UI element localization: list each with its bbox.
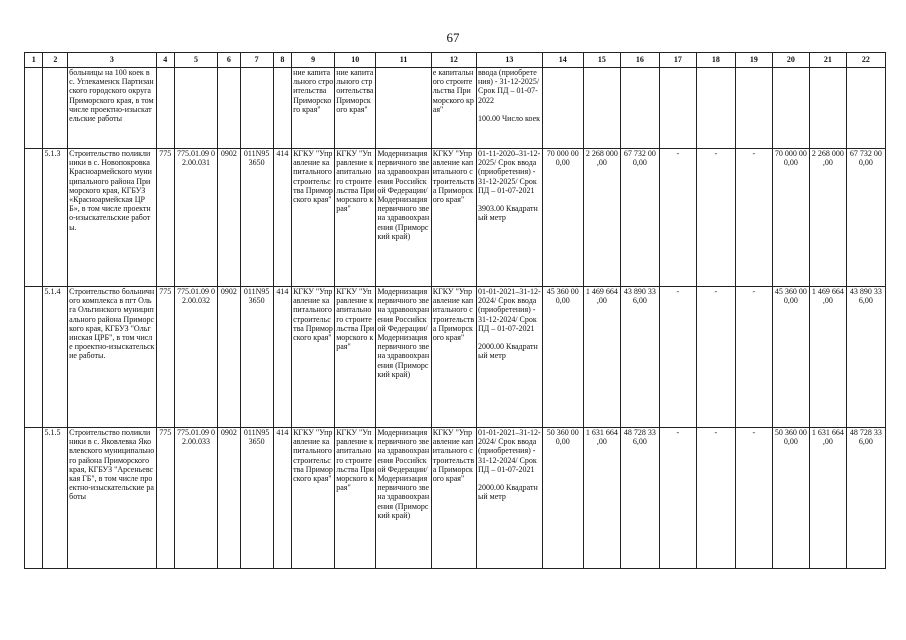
table-cell <box>772 68 809 149</box>
table-cell <box>659 68 696 149</box>
table-cell: 775.01.09 02.00.031 <box>174 149 217 287</box>
table-cell: - <box>659 149 696 287</box>
table-cell: - <box>659 287 696 428</box>
table-cell: - <box>735 149 772 287</box>
table-cell: КГКУ "Управление капитального строительства Приморского края" <box>335 428 376 569</box>
table-cell: 48 728 33 6,00 <box>846 428 885 569</box>
table-cell: Строительство поликлиники в с. Новопокровка Красноармейского муниципального района Приморского края, КГБУЗ «Красноармейская ЦРБ», в том числе проектно-изыскательские работы. <box>68 149 156 287</box>
table-cell <box>156 68 174 149</box>
table-cell: 1 469 664 ,00 <box>583 287 620 428</box>
table-cell: КГКУ "Управление капитального строительства Приморского края" <box>431 149 476 287</box>
column-header: 21 <box>809 53 846 68</box>
table-cell: Модернизация первичного звена здравоохранения Российской Федерации/Модернизация первичного звена здравоохранения (Приморский край) <box>376 428 431 569</box>
column-header: 10 <box>335 53 376 68</box>
table-cell: 01-01-2021–31-12-2024/ Срок ввода (приобретения) - 31-12-2024/ Срок ПД – 01-07-2021 2000.00 Квадратный метр <box>476 287 542 428</box>
column-header: 12 <box>431 53 476 68</box>
column-header: 13 <box>476 53 542 68</box>
table-cell <box>218 68 241 149</box>
data-table <box>24 52 886 569</box>
table-cell: 70 000 00 0,00 <box>542 149 583 287</box>
table-cell: 775.01.09 02.00.033 <box>174 428 217 569</box>
column-header: 16 <box>620 53 659 68</box>
table-cell: 70 000 00 0,00 <box>772 149 809 287</box>
table-cell <box>25 287 43 428</box>
table-cell: 1 631 664 ,00 <box>583 428 620 569</box>
table-cell: 43 890 33 6,00 <box>620 287 659 428</box>
table-cell: 01-01-2021–31-12-2024/ Срок ввода (приобретения) - 31-12-2024/ Срок ПД – 01-07-2021 2000.00 Квадратный метр <box>476 428 542 569</box>
table-cell: 011N95 3650 <box>240 149 273 287</box>
table-cell: - <box>735 428 772 569</box>
table-cell: 5.1.3 <box>43 149 68 287</box>
table-cell: 50 360 00 0,00 <box>542 428 583 569</box>
table-cell: - <box>696 428 735 569</box>
table-cell: 1 469 664 ,00 <box>809 287 846 428</box>
table-cell <box>846 68 885 149</box>
table-cell: 2 268 000 ,00 <box>809 149 846 287</box>
column-header: 7 <box>240 53 273 68</box>
column-header: 2 <box>43 53 68 68</box>
table-cell <box>376 68 431 149</box>
table-cell: Модернизация первичного звена здравоохранения Российской Федерации/Модернизация первичного звена здравоохранения (Приморский край) <box>376 149 431 287</box>
table-cell: 1 631 664 ,00 <box>809 428 846 569</box>
table-cell: 45 360 00 0,00 <box>542 287 583 428</box>
table-cell: Строительство поликлиники в с. Яковлевка Яковлевского муниципального района Приморского края, КГБУЗ "Арсеньевская ГБ", в том числе проектно-изыскательские работы <box>68 428 156 569</box>
table-cell: ние капитального строительства Приморского края" <box>335 68 376 149</box>
table-cell <box>25 68 43 149</box>
column-header: 22 <box>846 53 885 68</box>
table-cell <box>809 68 846 149</box>
table-cell: - <box>735 287 772 428</box>
table-cell <box>25 428 43 569</box>
table-cell: Строительство больничного комплекса в пгт Ольга Ольгинского муниципального района Приморского края, КГБУЗ "Ольгинская ЦРБ", в том числе проектно-изыскательские работы. <box>68 287 156 428</box>
table-cell: 775 <box>156 428 174 569</box>
column-header: 4 <box>156 53 174 68</box>
table-cell: 50 360 00 0,00 <box>772 428 809 569</box>
table-cell: КГКУ "Управление капитального строительства Приморского края" <box>431 428 476 569</box>
table-cell: КГКУ "Управление капитального строительства Приморского края" <box>292 428 335 569</box>
table-cell: 0902 <box>218 428 241 569</box>
column-header: 1 <box>25 53 43 68</box>
table-cell: - <box>696 149 735 287</box>
column-header: 14 <box>542 53 583 68</box>
column-header: 19 <box>735 53 772 68</box>
table-cell: 67 732 00 0,00 <box>620 149 659 287</box>
table-cell: 43 890 33 6,00 <box>846 287 885 428</box>
column-header: 15 <box>583 53 620 68</box>
table-cell: е капитального строительства Приморского края" <box>431 68 476 149</box>
column-header: 3 <box>68 53 156 68</box>
table-cell <box>25 149 43 287</box>
table-cell: больницы на 100 коек в с. Углекаменск Партизанского городского округа Приморского края, в том числе проектно-изыскательские работы <box>68 68 156 149</box>
table-cell: 775 <box>156 149 174 287</box>
column-header: 6 <box>218 53 241 68</box>
table-cell: 414 <box>273 428 291 569</box>
table-cell <box>273 68 291 149</box>
column-header: 9 <box>292 53 335 68</box>
table-cell: ние капитального строительства Приморского края" <box>292 68 335 149</box>
table-row <box>25 68 886 149</box>
table-cell <box>174 68 217 149</box>
column-header: 20 <box>772 53 809 68</box>
table-cell: 011N95 3650 <box>240 287 273 428</box>
table-cell: КГКУ "Управление капитального строительства Приморского края" <box>335 149 376 287</box>
table-cell: 45 360 00 0,00 <box>772 287 809 428</box>
table-row <box>25 287 886 428</box>
table-cell: 775.01.09 02.00.032 <box>174 287 217 428</box>
table-cell <box>240 68 273 149</box>
table-cell: 0902 <box>218 287 241 428</box>
column-header: 5 <box>174 53 217 68</box>
header-row <box>25 53 886 68</box>
table-row <box>25 149 886 287</box>
table-cell <box>696 68 735 149</box>
table-cell: 01-11-2020–31-12-2025/ Срок ввода (приобретения) - 31-12-2025/ Срок ПД – 01-07-2021 3903.00 Квадратный метр <box>476 149 542 287</box>
table-cell: - <box>659 428 696 569</box>
table-cell: КГКУ "Управление капитального строительства Приморского края" <box>292 149 335 287</box>
table-row <box>25 428 886 569</box>
table-cell: 5.1.5 <box>43 428 68 569</box>
table-cell: 775 <box>156 287 174 428</box>
table-cell: ввода (приобретения) - 31-12-2025/ Срок ПД – 01-07-2022 100.00 Число коек <box>476 68 542 149</box>
page-number: 67 <box>446 30 460 45</box>
table-cell: 5.1.4 <box>43 287 68 428</box>
column-header: 11 <box>376 53 431 68</box>
table-cell: КГКУ "Управление капитального строительства Приморского края" <box>335 287 376 428</box>
table-cell: 2 268 000 ,00 <box>583 149 620 287</box>
table-cell <box>583 68 620 149</box>
table-cell: 414 <box>273 287 291 428</box>
table-cell: 414 <box>273 149 291 287</box>
table-cell: КГКУ "Управление капитального строительства Приморского края" <box>431 287 476 428</box>
table-cell: 0902 <box>218 149 241 287</box>
table-cell: - <box>696 287 735 428</box>
table-cell <box>620 68 659 149</box>
table-cell <box>542 68 583 149</box>
table-cell: 011N95 3650 <box>240 428 273 569</box>
table-cell: КГКУ "Управление капитального строительства Приморского края" <box>292 287 335 428</box>
column-header: 8 <box>273 53 291 68</box>
table-cell <box>43 68 68 149</box>
table-cell: Модернизация первичного звена здравоохранения Российской Федерации/Модернизация первичного звена здравоохранения (Приморский край) <box>376 287 431 428</box>
column-header: 17 <box>659 53 696 68</box>
table-cell <box>735 68 772 149</box>
table-cell: 67 732 00 0,00 <box>846 149 885 287</box>
column-header: 18 <box>696 53 735 68</box>
table-cell: 48 728 33 6,00 <box>620 428 659 569</box>
